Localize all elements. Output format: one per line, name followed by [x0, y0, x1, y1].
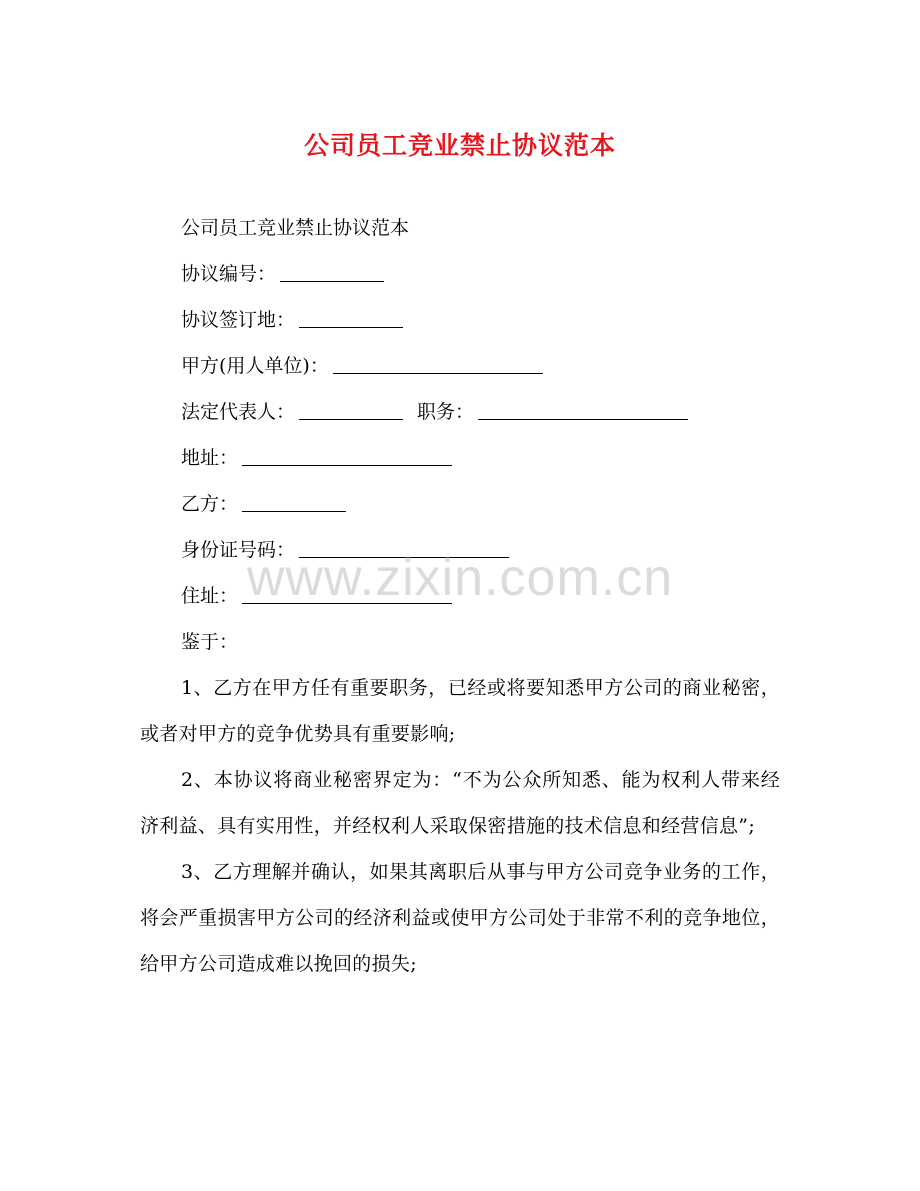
- agreement-number-blank: [280, 261, 384, 282]
- address-a-field: [140, 435, 780, 481]
- party-a-field: [140, 343, 780, 389]
- sign-place-label: 协议签订地：: [181, 309, 296, 331]
- document-title: 公司员工竞业禁止协议范本: [303, 131, 616, 160]
- sign-place-field: [140, 297, 780, 343]
- party-b-label: 乙方：: [181, 493, 239, 515]
- document-body: [140, 205, 780, 987]
- address-b-blank: [242, 583, 452, 604]
- legal-rep-label: 法定代表人：: [181, 401, 296, 423]
- party-b-field: [140, 481, 780, 527]
- watermark: www.zixin.com.cn: [246, 549, 674, 607]
- agreement-number-field: [140, 251, 780, 297]
- agreement-number-label: 协议编号：: [181, 263, 277, 285]
- legal-rep-field: [140, 389, 780, 435]
- id-number-blank: [299, 537, 509, 558]
- address-a-blank: [242, 445, 452, 466]
- position-blank: [478, 399, 688, 420]
- subtitle: 公司员工竞业禁止协议范本: [181, 217, 410, 239]
- id-number-label: 身份证号码：: [181, 539, 296, 561]
- address-b-field: [140, 573, 780, 619]
- legal-rep-blank: [299, 399, 403, 420]
- party-b-blank: [242, 491, 346, 512]
- clause-3: 3、乙方理解并确认，如果其离职后从事与甲方公司竞争业务的工作，将会严重损害甲方公司的经济利益或使甲方公司处于非常不利的竞争地位，给甲方公司造成难以挽回的损失;: [140, 861, 780, 975]
- party-a-label: 甲方(用人单位)：: [181, 355, 329, 377]
- clause-1: 1、乙方在甲方任有重要职务，已经或将要知悉甲方公司的商业秘密，或者对甲方的竞争优势具有重要影响;: [140, 677, 780, 745]
- position-label: 职务：: [417, 401, 475, 423]
- sign-place-blank: [299, 307, 403, 328]
- whereas-heading: 鉴于：: [181, 631, 239, 653]
- address-a-label: 地址：: [181, 447, 239, 469]
- party-a-blank: [333, 353, 543, 374]
- address-b-label: 住址：: [181, 585, 239, 607]
- id-number-field: [140, 527, 780, 573]
- clause-2: 2、本协议将商业秘密界定为：“不为公众所知悉、能为权利人带来经济利益、具有实用性，并经权利人采取保密措施的技术信息和经营信息”;: [140, 769, 780, 837]
